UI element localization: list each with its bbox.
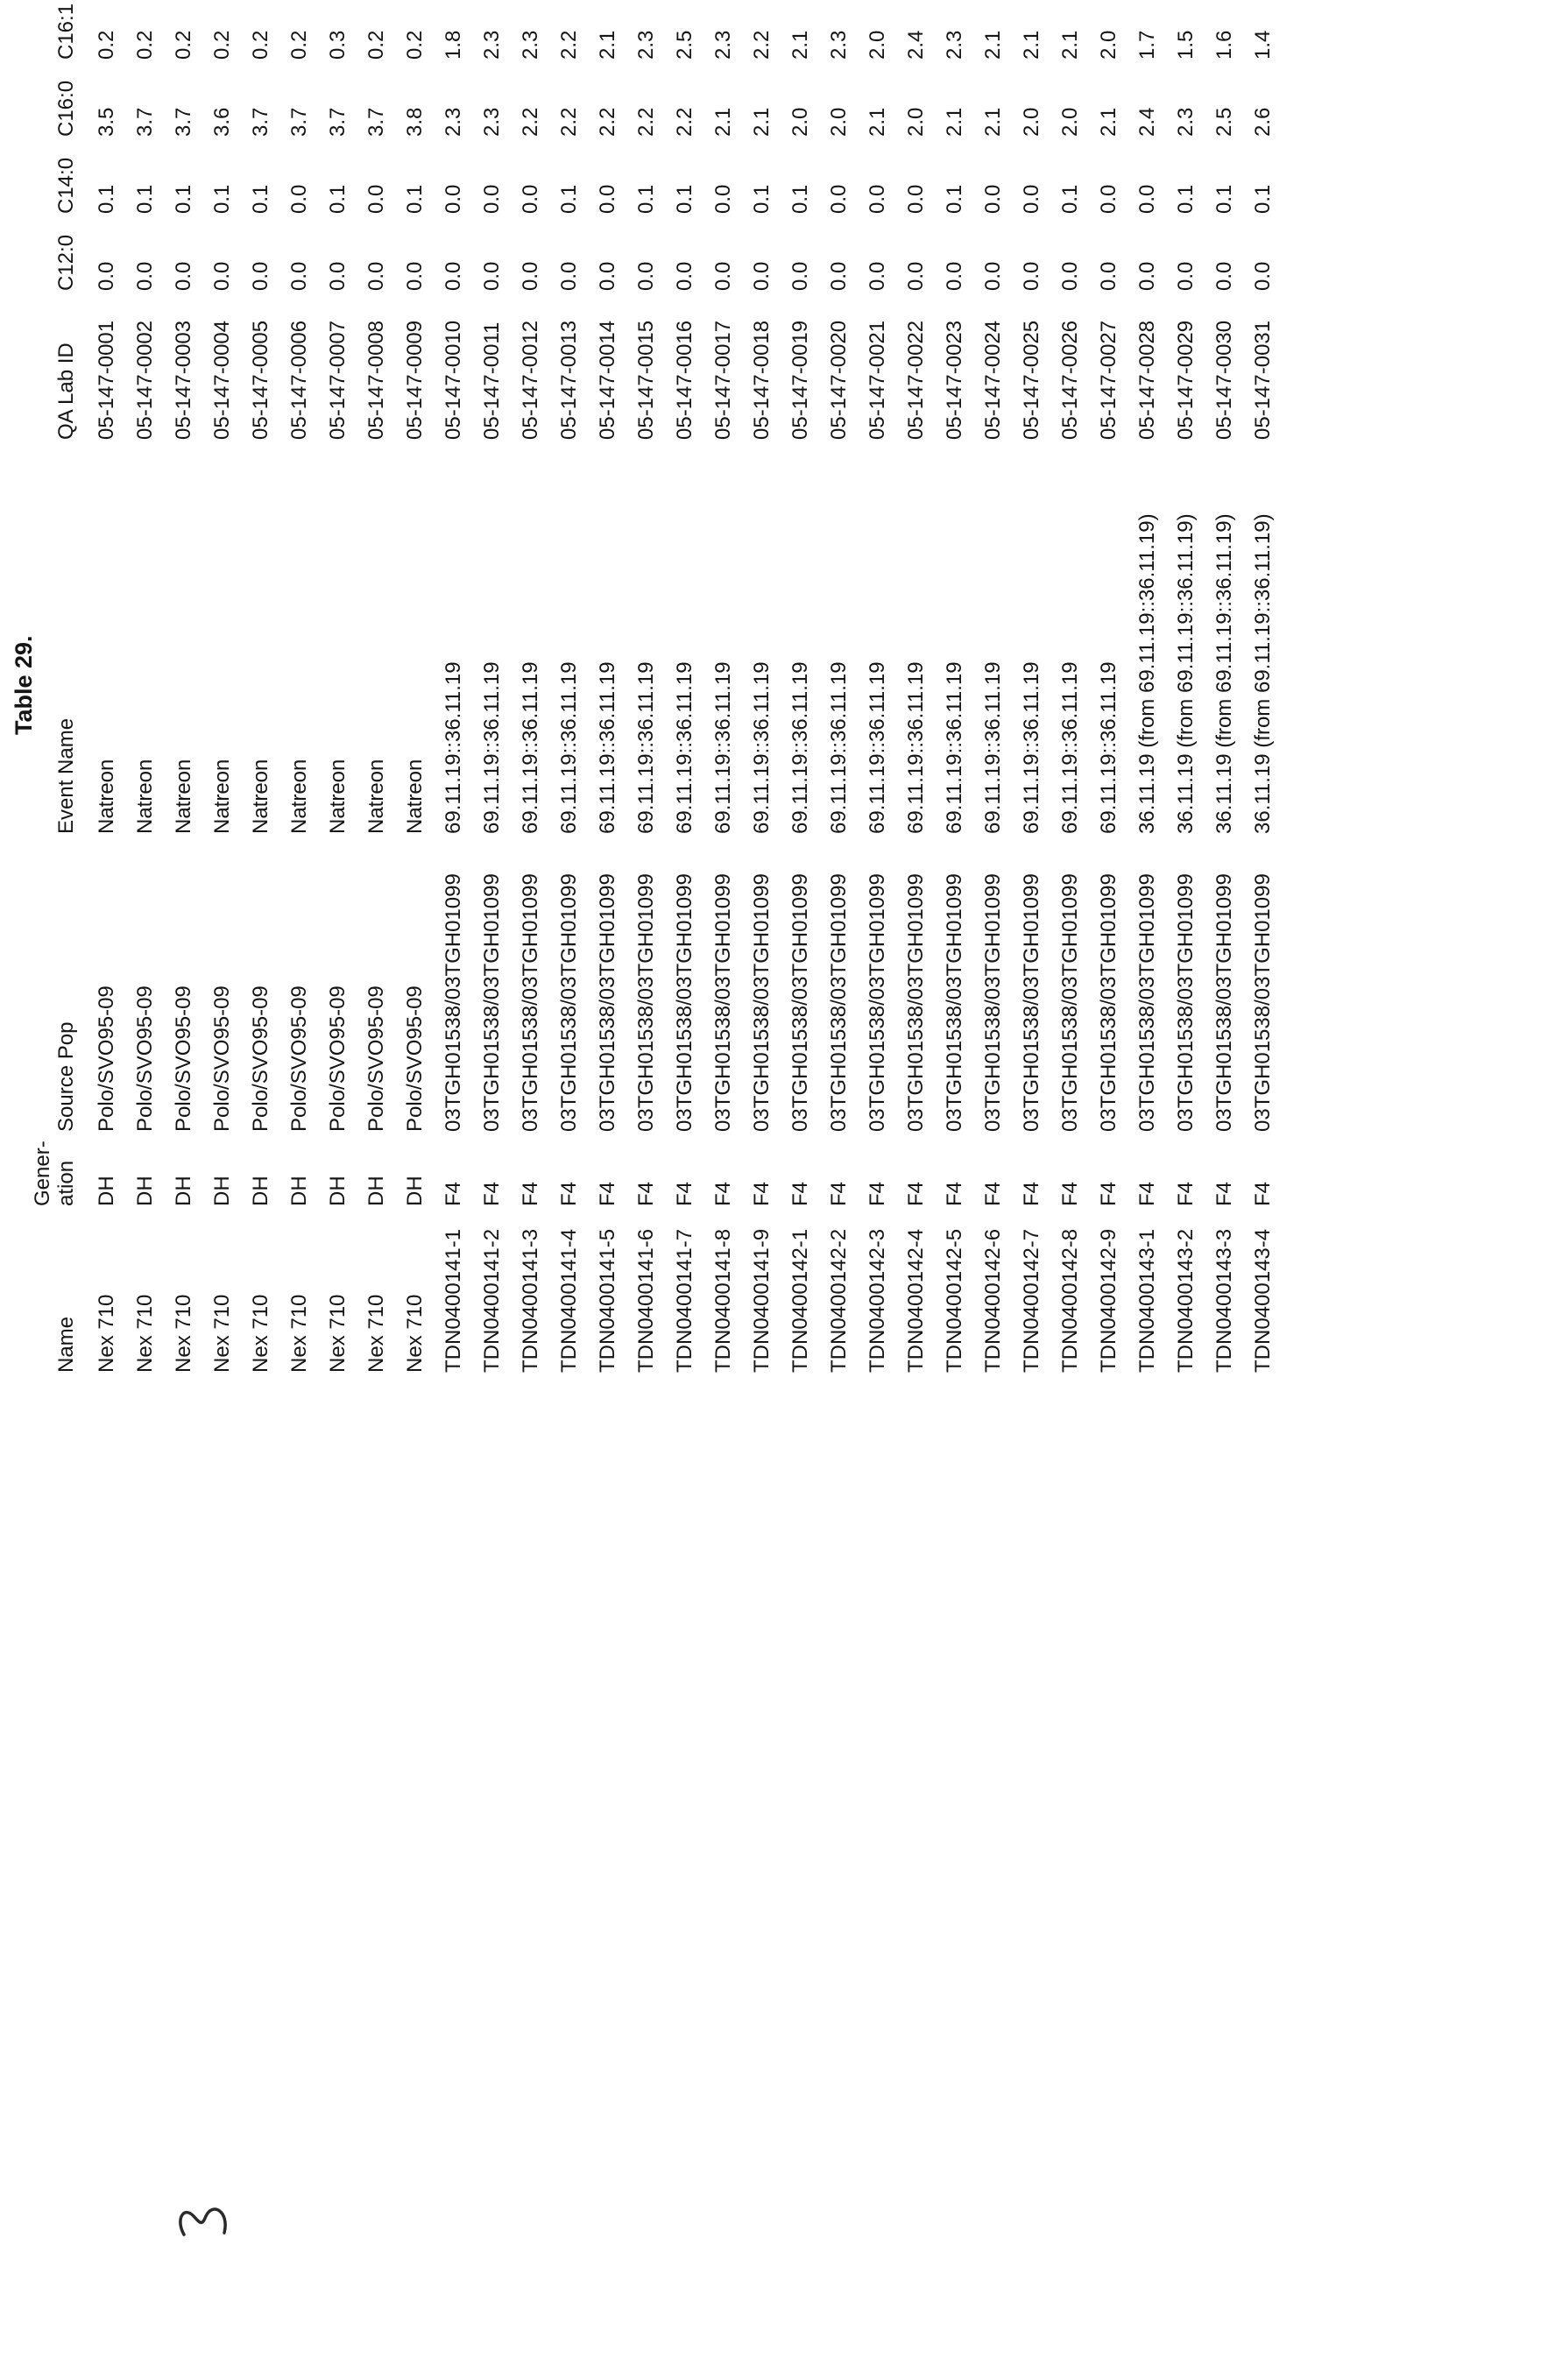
cell-qa_lab_id: 05-147-0029	[1174, 320, 1198, 440]
cell-source_pop: 03TGH01538/03TGH01099	[750, 873, 774, 1132]
cell-qa_lab_id: 05-147-0002	[133, 320, 157, 440]
cell-source_pop: 03TGH01538/03TGH01099	[1058, 873, 1082, 1132]
cell-c16_1: 2.3	[480, 30, 504, 60]
cell-name: Nex 710	[249, 1294, 272, 1373]
cell-c16_0: 2.3	[442, 107, 465, 137]
cell-source_pop: Polo/SVO95-09	[403, 985, 427, 1132]
cell-c12_0: 0.0	[673, 261, 696, 291]
cell-c14_0: 0.0	[1020, 184, 1043, 214]
cell-generation: F4	[557, 1181, 581, 1206]
cell-c16_0: 2.6	[1251, 107, 1275, 137]
cell-qa_lab_id: 05-147-0006	[287, 320, 311, 440]
cell-generation: F4	[1058, 1181, 1082, 1206]
cell-c14_0: 0.1	[943, 184, 966, 214]
cell-generation: F4	[981, 1181, 1005, 1206]
cell-qa_lab_id: 05-147-0027	[1097, 320, 1120, 440]
cell-event_name: 36.11.19 (from 69.11.19::36.11.19)	[1174, 513, 1198, 834]
cell-generation: F4	[634, 1181, 658, 1206]
cell-c12_0: 0.0	[943, 261, 966, 291]
cell-generation: F4	[866, 1181, 889, 1206]
cell-c16_0: 2.0	[827, 107, 851, 137]
col-header-c16_0: C16:0	[54, 80, 79, 137]
cell-source_pop: Polo/SVO95-09	[364, 985, 388, 1132]
cell-c12_0: 0.0	[403, 261, 427, 291]
cell-name: TDN0400143-4	[1251, 1228, 1275, 1373]
cell-qa_lab_id: 05-147-0016	[673, 320, 696, 440]
cell-c14_0: 0.0	[1097, 184, 1120, 214]
cell-c16_0: 2.1	[943, 107, 966, 137]
cell-generation: F4	[1174, 1181, 1198, 1206]
cell-c16_0: 2.0	[788, 107, 812, 137]
cell-source_pop: 03TGH01538/03TGH01099	[634, 873, 658, 1132]
cell-event_name: 36.11.19 (from 69.11.19::36.11.19)	[1251, 513, 1275, 834]
cell-c14_0: 0.0	[480, 184, 504, 214]
cell-event_name: 69.11.19::36.11.19	[557, 661, 581, 834]
cell-generation: F4	[442, 1181, 465, 1206]
cell-c14_0: 0.1	[1058, 184, 1082, 214]
cell-event_name: 69.11.19::36.11.19	[981, 661, 1005, 834]
cell-generation: F4	[596, 1181, 619, 1206]
cell-generation: F4	[788, 1181, 812, 1206]
cell-generation: F4	[1097, 1181, 1120, 1206]
cell-source_pop: Polo/SVO95-09	[95, 985, 118, 1132]
cell-c12_0: 0.0	[1251, 261, 1275, 291]
cell-c16_0: 2.0	[1058, 107, 1082, 137]
cell-c16_1: 0.2	[364, 30, 388, 60]
cell-c12_0: 0.0	[1020, 261, 1043, 291]
cell-event_name: Natreon	[403, 759, 427, 834]
cell-name: Nex 710	[364, 1294, 388, 1373]
cell-c16_0: 2.2	[673, 107, 696, 137]
cell-name: TDN0400141-9	[750, 1228, 774, 1373]
cell-name: TDN0400141-4	[557, 1228, 581, 1373]
cell-qa_lab_id: 05-147-0004	[210, 320, 234, 440]
cell-name: TDN0400141-8	[711, 1228, 735, 1373]
cell-c12_0: 0.0	[750, 261, 774, 291]
cell-name: TDN0400141-7	[673, 1228, 696, 1373]
cell-qa_lab_id: 05-147-0018	[750, 320, 774, 440]
cell-c16_1: 0.3	[326, 30, 350, 60]
cell-generation: F4	[480, 1181, 504, 1206]
cell-c14_0: 0.1	[673, 184, 696, 214]
cell-generation: DH	[403, 1176, 427, 1206]
cell-c16_1: 0.2	[403, 30, 427, 60]
cell-c16_0: 3.7	[249, 107, 272, 137]
cell-c12_0: 0.0	[634, 261, 658, 291]
cell-source_pop: 03TGH01538/03TGH01099	[480, 873, 504, 1132]
cell-c12_0: 0.0	[287, 261, 311, 291]
cell-c12_0: 0.0	[1135, 261, 1159, 291]
cell-c16_0: 2.1	[981, 107, 1005, 137]
col-header-c12_0: C12:0	[54, 234, 79, 291]
cell-c16_1: 2.5	[673, 30, 696, 60]
cell-c16_1: 0.2	[133, 30, 157, 60]
cell-c16_0: 3.7	[172, 107, 195, 137]
cell-qa_lab_id: 05-147-0030	[1212, 320, 1236, 440]
cell-name: TDN0400143-2	[1174, 1228, 1198, 1373]
cell-source_pop: 03TGH01538/03TGH01099	[827, 873, 851, 1132]
cell-source_pop: 03TGH01538/03TGH01099	[904, 873, 928, 1132]
cell-c16_1: 2.4	[904, 30, 928, 60]
cell-event_name: 69.11.19::36.11.19	[519, 661, 542, 834]
cell-c14_0: 0.1	[326, 184, 350, 214]
col-header-generation: Gener- ation	[31, 1141, 79, 1206]
cell-c16_0: 2.1	[866, 107, 889, 137]
cell-c12_0: 0.0	[981, 261, 1005, 291]
cell-name: TDN0400142-2	[827, 1228, 851, 1373]
cell-c16_0: 2.1	[711, 107, 735, 137]
cell-generation: F4	[750, 1181, 774, 1206]
cell-generation: F4	[519, 1181, 542, 1206]
cell-name: TDN0400142-8	[1058, 1228, 1082, 1373]
cell-c14_0: 0.0	[287, 184, 311, 214]
cell-name: TDN0400141-6	[634, 1228, 658, 1373]
cell-generation: F4	[1135, 1181, 1159, 1206]
cell-c12_0: 0.0	[172, 261, 195, 291]
cell-event_name: 69.11.19::36.11.19	[596, 661, 619, 834]
cell-qa_lab_id: 05-147-0011	[480, 321, 504, 440]
cell-event_name: 69.11.19::36.11.19	[711, 661, 735, 834]
cell-generation: F4	[904, 1181, 928, 1206]
cell-event_name: 36.11.19 (from 69.11.19::36.11.19)	[1135, 513, 1159, 834]
cell-name: Nex 710	[326, 1294, 350, 1373]
col-header-source_pop: Source Pop	[54, 1021, 79, 1132]
cell-c12_0: 0.0	[133, 261, 157, 291]
cell-c16_0: 2.5	[1212, 107, 1236, 137]
cell-c16_0: 2.2	[557, 107, 581, 137]
cell-c16_0: 2.2	[519, 107, 542, 137]
cell-c14_0: 0.1	[133, 184, 157, 214]
cell-c14_0: 0.1	[634, 184, 658, 214]
cell-c16_0: 3.7	[287, 107, 311, 137]
cell-c14_0: 0.1	[1251, 184, 1275, 214]
cell-source_pop: 03TGH01538/03TGH01099	[1251, 873, 1275, 1132]
col-header-qa_lab_id: QA Lab ID	[54, 343, 79, 440]
cell-qa_lab_id: 05-147-0023	[943, 320, 966, 440]
cell-c14_0: 0.1	[1212, 184, 1236, 214]
cell-generation: F4	[1212, 1181, 1236, 1206]
cell-c14_0: 0.1	[788, 184, 812, 214]
cell-c14_0: 0.0	[442, 184, 465, 214]
cell-event_name: Natreon	[364, 759, 388, 834]
cell-generation: DH	[249, 1176, 272, 1206]
cell-qa_lab_id: 05-147-0019	[788, 320, 812, 440]
cell-qa_lab_id: 05-147-0005	[249, 320, 272, 440]
cell-c14_0: 0.0	[519, 184, 542, 214]
cell-name: Nex 710	[403, 1294, 427, 1373]
cell-event_name: 69.11.19::36.11.19	[442, 661, 465, 834]
cell-c16_1: 2.1	[596, 30, 619, 60]
cell-qa_lab_id: 05-147-0014	[596, 320, 619, 440]
cell-c12_0: 0.0	[866, 261, 889, 291]
cell-qa_lab_id: 05-147-0010	[442, 320, 465, 440]
cell-c12_0: 0.0	[557, 261, 581, 291]
cell-event_name: 36.11.19 (from 69.11.19::36.11.19)	[1212, 513, 1236, 834]
cell-generation: DH	[326, 1176, 350, 1206]
cell-generation: F4	[1020, 1181, 1043, 1206]
cell-c16_0: 3.5	[95, 107, 118, 137]
cell-c16_1: 2.2	[750, 30, 774, 60]
cell-generation: DH	[95, 1176, 118, 1206]
cell-c16_1: 2.1	[788, 30, 812, 60]
cell-c16_0: 2.3	[1174, 107, 1198, 137]
cell-c14_0: 0.1	[95, 184, 118, 214]
cell-name: TDN0400142-6	[981, 1228, 1005, 1373]
cell-c16_1: 2.2	[557, 30, 581, 60]
fatty-acid-table	[14, 2, 1283, 1373]
cell-source_pop: 03TGH01538/03TGH01099	[1174, 873, 1198, 1132]
cell-event_name: 69.11.19::36.11.19	[480, 661, 504, 834]
cell-name: TDN0400142-3	[866, 1228, 889, 1373]
cell-qa_lab_id: 05-147-0013	[557, 320, 581, 440]
cell-source_pop: Polo/SVO95-09	[133, 985, 157, 1132]
cell-source_pop: 03TGH01538/03TGH01099	[1020, 873, 1043, 1132]
cell-c16_1: 2.0	[1097, 30, 1120, 60]
cell-source_pop: 03TGH01538/03TGH01099	[596, 873, 619, 1132]
cell-source_pop: Polo/SVO95-09	[210, 985, 234, 1132]
cell-c12_0: 0.0	[1212, 261, 1236, 291]
cell-name: Nex 710	[95, 1294, 118, 1373]
cell-c16_0: 2.0	[1020, 107, 1043, 137]
cell-c12_0: 0.0	[596, 261, 619, 291]
cell-generation: DH	[172, 1176, 195, 1206]
cell-name: TDN0400141-3	[519, 1228, 542, 1373]
cell-source_pop: Polo/SVO95-09	[326, 985, 350, 1132]
cell-c16_1: 0.2	[95, 30, 118, 60]
cell-generation: F4	[1251, 1181, 1275, 1206]
cell-name: TDN0400143-3	[1212, 1228, 1236, 1373]
cell-event_name: 69.11.19::36.11.19	[943, 661, 966, 834]
col-header-name: Name	[54, 1316, 79, 1373]
cell-c14_0: 0.0	[711, 184, 735, 214]
cell-source_pop: 03TGH01538/03TGH01099	[442, 873, 465, 1132]
cell-c12_0: 0.0	[519, 261, 542, 291]
cell-generation: F4	[827, 1181, 851, 1206]
cell-c16_1: 1.7	[1135, 30, 1159, 60]
cell-c12_0: 0.0	[827, 261, 851, 291]
cell-source_pop: 03TGH01538/03TGH01099	[1212, 873, 1236, 1132]
cell-name: Nex 710	[287, 1294, 311, 1373]
cell-c16_1: 2.3	[943, 30, 966, 60]
cell-c16_0: 3.8	[403, 107, 427, 137]
cell-event_name: 69.11.19::36.11.19	[673, 661, 696, 834]
cell-qa_lab_id: 05-147-0024	[981, 320, 1005, 440]
cell-name: TDN0400141-5	[596, 1228, 619, 1373]
cell-c14_0: 0.0	[364, 184, 388, 214]
cell-name: TDN0400141-2	[480, 1228, 504, 1373]
cell-c12_0: 0.0	[788, 261, 812, 291]
cell-c12_0: 0.0	[1058, 261, 1082, 291]
cell-c16_1: 1.4	[1251, 30, 1275, 60]
cell-c16_0: 2.2	[634, 107, 658, 137]
cell-c12_0: 0.0	[711, 261, 735, 291]
cell-c16_0: 2.1	[750, 107, 774, 137]
cell-event_name: 69.11.19::36.11.19	[1097, 661, 1120, 834]
cell-c14_0: 0.1	[210, 184, 234, 214]
cell-c16_1: 2.1	[1020, 30, 1043, 60]
cell-qa_lab_id: 05-147-0012	[519, 320, 542, 440]
cell-name: TDN0400142-5	[943, 1228, 966, 1373]
cell-qa_lab_id: 05-147-0025	[1020, 320, 1043, 440]
cell-source_pop: 03TGH01538/03TGH01099	[981, 873, 1005, 1132]
cell-name: TDN0400142-9	[1097, 1228, 1120, 1373]
cell-c16_0: 3.6	[210, 107, 234, 137]
cell-source_pop: Polo/SVO95-09	[287, 985, 311, 1132]
cell-name: TDN0400143-1	[1135, 1228, 1159, 1373]
cell-c16_0: 2.2	[596, 107, 619, 137]
table-title: Table 29.	[11, 635, 37, 735]
cell-c14_0: 0.0	[904, 184, 928, 214]
cell-generation: F4	[673, 1181, 696, 1206]
cell-source_pop: 03TGH01538/03TGH01099	[1097, 873, 1120, 1132]
cell-c16_1: 0.2	[210, 30, 234, 60]
cell-event_name: Natreon	[133, 759, 157, 834]
cell-c16_1: 1.5	[1174, 30, 1198, 60]
col-header-event_name: Event Name	[54, 717, 79, 834]
cell-c16_0: 2.4	[1135, 107, 1159, 137]
cell-c12_0: 0.0	[249, 261, 272, 291]
cell-qa_lab_id: 05-147-0001	[95, 320, 118, 440]
cell-c16_0: 2.0	[904, 107, 928, 137]
cell-c14_0: 0.1	[403, 184, 427, 214]
cell-qa_lab_id: 05-147-0026	[1058, 320, 1082, 440]
cell-c14_0: 0.1	[557, 184, 581, 214]
cell-c16_1: 1.8	[442, 30, 465, 60]
cell-name: Nex 710	[172, 1294, 195, 1373]
cell-c16_0: 3.7	[133, 107, 157, 137]
cell-name: TDN0400142-4	[904, 1228, 928, 1373]
cell-c16_1: 2.1	[1058, 30, 1082, 60]
cell-event_name: 69.11.19::36.11.19	[866, 661, 889, 834]
cell-c16_1: 0.2	[287, 30, 311, 60]
margin-scribble-mark	[175, 2196, 231, 2249]
cell-event_name: 69.11.19::36.11.19	[634, 661, 658, 834]
cell-event_name: 69.11.19::36.11.19	[827, 661, 851, 834]
cell-source_pop: 03TGH01538/03TGH01099	[866, 873, 889, 1132]
cell-qa_lab_id: 05-147-0022	[904, 320, 928, 440]
cell-c14_0: 0.1	[249, 184, 272, 214]
cell-c14_0: 0.1	[172, 184, 195, 214]
cell-qa_lab_id: 05-147-0021	[866, 320, 889, 440]
cell-qa_lab_id: 05-147-0017	[711, 320, 735, 440]
cell-c14_0: 0.0	[866, 184, 889, 214]
cell-c16_1: 2.0	[866, 30, 889, 60]
cell-event_name: Natreon	[326, 759, 350, 834]
cell-c12_0: 0.0	[1174, 261, 1198, 291]
cell-generation: F4	[943, 1181, 966, 1206]
cell-qa_lab_id: 05-147-0031	[1251, 320, 1275, 440]
cell-source_pop: 03TGH01538/03TGH01099	[673, 873, 696, 1132]
cell-qa_lab_id: 05-147-0015	[634, 320, 658, 440]
cell-c16_1: 2.3	[634, 30, 658, 60]
cell-name: TDN0400142-7	[1020, 1228, 1043, 1373]
cell-qa_lab_id: 05-147-0020	[827, 320, 851, 440]
cell-source_pop: Polo/SVO95-09	[172, 985, 195, 1132]
cell-c12_0: 0.0	[480, 261, 504, 291]
cell-name: TDN0400142-1	[788, 1228, 812, 1373]
col-header-c14_0: C14:0	[54, 157, 79, 214]
cell-c12_0: 0.0	[95, 261, 118, 291]
col-header-c16_1: C16:1	[54, 3, 79, 60]
cell-name: Nex 710	[210, 1294, 234, 1373]
cell-c12_0: 0.0	[326, 261, 350, 291]
cell-source_pop: 03TGH01538/03TGH01099	[788, 873, 812, 1132]
cell-c14_0: 0.0	[1135, 184, 1159, 214]
cell-event_name: 69.11.19::36.11.19	[1058, 661, 1082, 834]
cell-c14_0: 0.1	[750, 184, 774, 214]
cell-c16_1: 0.2	[172, 30, 195, 60]
cell-generation: DH	[287, 1176, 311, 1206]
cell-c14_0: 0.0	[596, 184, 619, 214]
handwritten-squiggle-icon	[175, 2196, 231, 2249]
cell-c16_1: 2.3	[519, 30, 542, 60]
cell-event_name: Natreon	[249, 759, 272, 834]
cell-c14_0: 0.1	[1174, 184, 1198, 214]
cell-event_name: Natreon	[287, 759, 311, 834]
cell-name: TDN0400141-1	[442, 1228, 465, 1373]
cell-name: Nex 710	[133, 1294, 157, 1373]
cell-qa_lab_id: 05-147-0008	[364, 320, 388, 440]
cell-c16_0: 2.1	[1097, 107, 1120, 137]
cell-c12_0: 0.0	[1097, 261, 1120, 291]
cell-source_pop: 03TGH01538/03TGH01099	[519, 873, 542, 1132]
cell-source_pop: Polo/SVO95-09	[249, 985, 272, 1132]
cell-c16_1: 2.3	[711, 30, 735, 60]
cell-c16_0: 2.3	[480, 107, 504, 137]
cell-qa_lab_id: 05-147-0003	[172, 320, 195, 440]
cell-generation: DH	[364, 1176, 388, 1206]
cell-c12_0: 0.0	[442, 261, 465, 291]
cell-event_name: Natreon	[172, 759, 195, 834]
cell-generation: F4	[711, 1181, 735, 1206]
cell-source_pop: 03TGH01538/03TGH01099	[1135, 873, 1159, 1132]
cell-c12_0: 0.0	[210, 261, 234, 291]
cell-event_name: Natreon	[210, 759, 234, 834]
cell-generation: DH	[210, 1176, 234, 1206]
cell-c12_0: 0.0	[904, 261, 928, 291]
cell-c16_0: 3.7	[364, 107, 388, 137]
cell-source_pop: 03TGH01538/03TGH01099	[557, 873, 581, 1132]
cell-c16_1: 2.3	[827, 30, 851, 60]
cell-c16_1: 0.2	[249, 30, 272, 60]
cell-qa_lab_id: 05-147-0009	[403, 320, 427, 440]
cell-generation: DH	[133, 1176, 157, 1206]
cell-c16_1: 1.6	[1212, 30, 1236, 60]
cell-source_pop: 03TGH01538/03TGH01099	[943, 873, 966, 1132]
cell-c16_1: 2.1	[981, 30, 1005, 60]
cell-c16_0: 3.7	[326, 107, 350, 137]
cell-event_name: Natreon	[95, 759, 118, 834]
cell-event_name: 69.11.19::36.11.19	[750, 661, 774, 834]
cell-source_pop: 03TGH01538/03TGH01099	[711, 873, 735, 1132]
cell-event_name: 69.11.19::36.11.19	[788, 661, 812, 834]
cell-event_name: 69.11.19::36.11.19	[1020, 661, 1043, 834]
cell-qa_lab_id: 05-147-0028	[1135, 320, 1159, 440]
cell-event_name: 69.11.19::36.11.19	[904, 661, 928, 834]
cell-c14_0: 0.0	[827, 184, 851, 214]
cell-c14_0: 0.0	[981, 184, 1005, 214]
cell-c12_0: 0.0	[364, 261, 388, 291]
cell-qa_lab_id: 05-147-0007	[326, 320, 350, 440]
